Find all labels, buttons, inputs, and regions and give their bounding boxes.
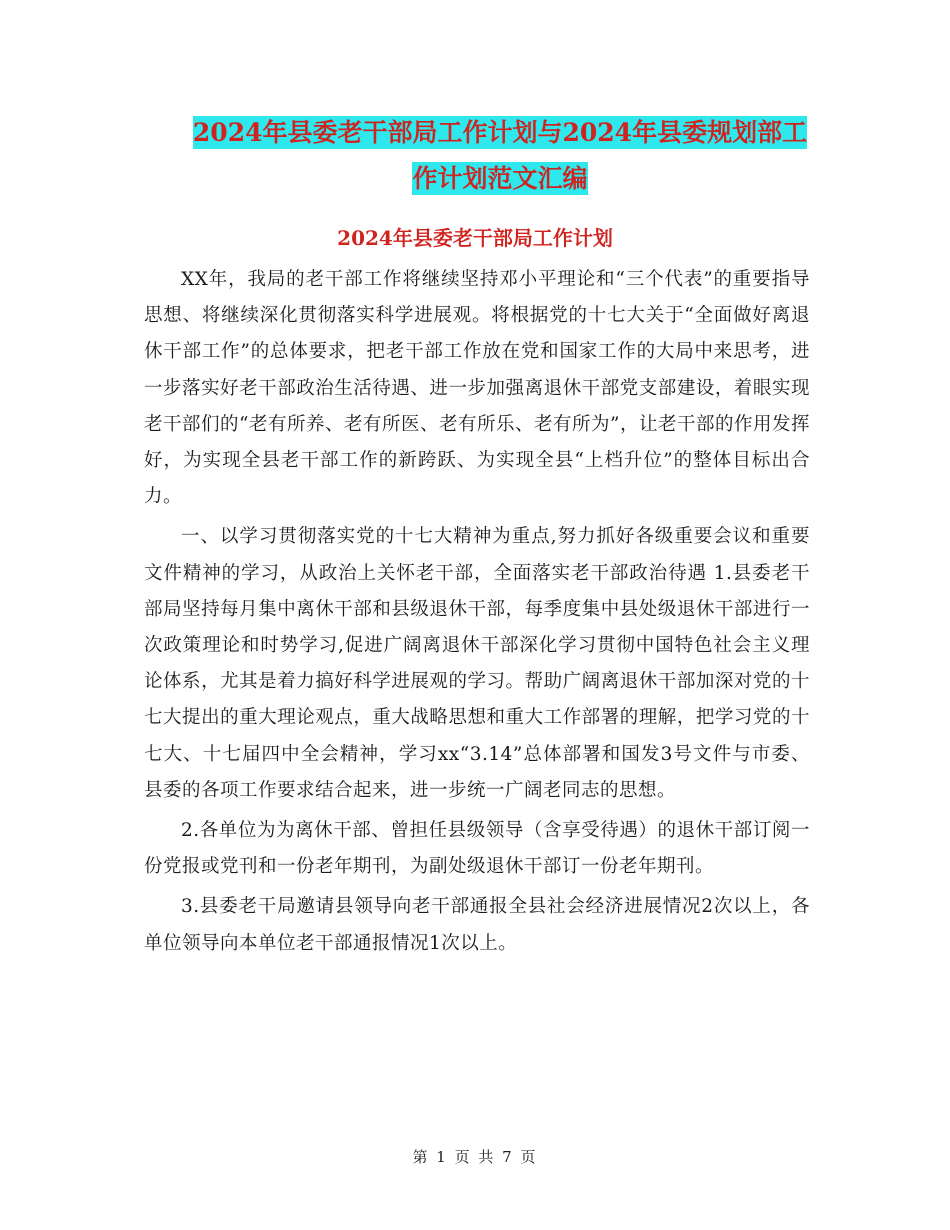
document-body (144, 262, 810, 966)
paragraph: XX年，我局的老干部工作将继续坚持邓小平理论和“三个代表”的重要指导思想、将继续深化贯彻落实科学进展观。将根据党的十七大关于“全面做好离退休干部工作”的总体要求，把老干部工作放在党和国家工作的大局中来思考，进一步落实好老干部政治生活待遇、进一步加强离退休干部党支部建设，着眼实现老干部们的“老有所养、老有所医、老有所乐、老有所为”，让老干部的作用发挥好，为实现全县老干部工作的新跨跃、为实现全县“上档升位”的整体目标出合力。 (144, 269, 810, 508)
section-title: 2024年县委老干部局工作计划 (337, 226, 613, 250)
paragraph: 一、以学习贯彻落实党的十七大精神为重点,努力抓好各级重要会议和重要文件精神的学习，从政治上关怀老干部，全面落实老干部政治待遇 1.县委老干部局坚持每月集中离休干部和县级退休干部，每季度集中县处级退休干部进行一次政策理论和时势学习,促进广阔离退休干部深化学习贯彻中国特色社会主义理论体系，尤其是着力搞好科学进展观的学习。帮助广阔离退休干部加深对党的十七大提出的重大理论观点，重大战略思想和重大工作部署的理解，把学习党的十七大、十七届四中全会精神，学习xx“3.14”总体部署和国发3号文件与市委、县委的各项工作要求结合起来，进一步统一广阔老同志的思想。 (144, 526, 810, 801)
document-title-line-1: 2024年县委老干部局工作计划与2024年县委规划部工 (192, 118, 808, 147)
page-number-footer: 第 1 页 共 7 页 (412, 1148, 538, 1166)
paragraph: 3.县委老干局邀请县领导向老干部通报全县社会经济进展情况2次以上，各单位领导向本单位老干部通报情况1次以上。 (144, 896, 810, 954)
document-title (150, 110, 850, 202)
document-title-line-2: 作计划范文汇编 (412, 164, 588, 193)
paragraph: 2.各单位为为离休干部、曾担任县级领导（含享受待遇）的退休干部订阅一份党报或党刊和一份老年期刊，为副处级退休干部订一份老年期刊。 (144, 820, 810, 878)
